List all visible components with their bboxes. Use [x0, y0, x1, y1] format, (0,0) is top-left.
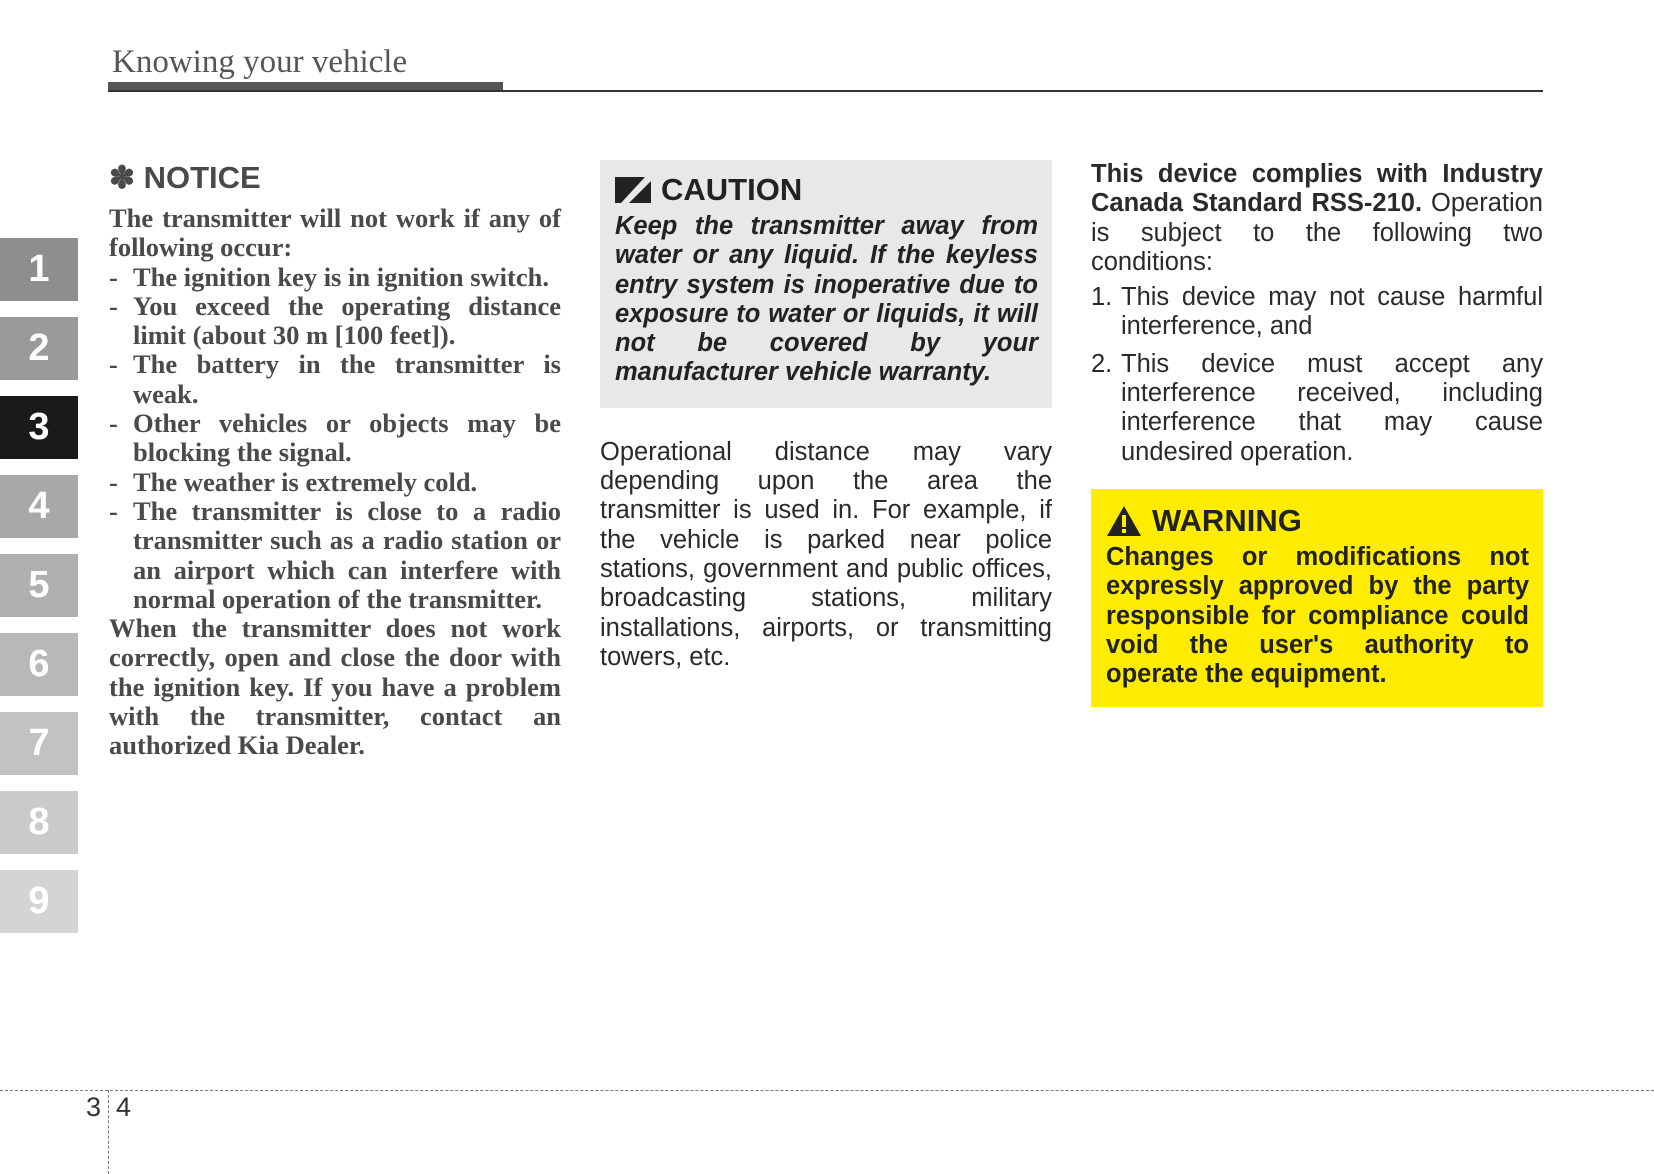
list-item: - The battery in the transmitter is weak. — [109, 349, 561, 409]
caution-text: Keep the transmitter away from water or any liquid. If the keyless entry system is inoperative due to exposure to water or liquids, it will not be covered by your manufacturer vehicle warranty. — [615, 212, 1038, 387]
warning-heading-label: WARNING — [1152, 502, 1302, 538]
list-item-number: 1. — [1091, 283, 1113, 312]
list-item-text: The weather is extremely cold. — [133, 466, 478, 497]
compliance-text: Operation is subject to the following two conditions: — [1091, 189, 1543, 276]
asterisk-icon: ✽ — [109, 160, 135, 195]
notice-intro: The transmitter will not work if any of following occur: — [109, 203, 561, 263]
chapter-tab-label: 6 — [28, 643, 50, 685]
compliance-lead: This device complies with Industry Canada Standard RSS-210. — [1091, 160, 1543, 218]
caution-section — [600, 160, 1052, 672]
header-rule — [108, 90, 1543, 92]
chapter-tabs — [0, 238, 78, 949]
list-item-text: This device must accept any interference received, including interference that may cause undesired operation. — [1121, 349, 1543, 466]
chapter-tab-label: 1 — [28, 248, 50, 290]
chapter-tab-5[interactable] — [0, 554, 78, 617]
chapter-tab-3[interactable] — [0, 396, 78, 459]
chapter-tab-7[interactable] — [0, 712, 78, 775]
list-item-text: The transmitter is close to a radio transmitter such as a radio station or an airport which can interfere with normal operation of the transmitter. — [133, 495, 561, 614]
chapter-tab-9[interactable] — [0, 870, 78, 933]
footer-divider — [0, 1090, 1654, 1091]
operational-distance-text: Operational distance may vary depending upon the area the transmitter is used in. For example, if the vehicle is parked near police stations, government and public offices, broadcasting stations, military installations, airports, or transmitting towers, etc. — [600, 437, 1052, 671]
page-number: 4 — [116, 1092, 132, 1122]
notice-section — [109, 160, 561, 761]
list-item: - The transmitter is close to a radio transmitter such as a radio station or an airport which can interfere with normal operation of the transmitter. — [109, 495, 561, 614]
warning-box — [1091, 489, 1543, 707]
list-item: - You exceed the operating distance limit (about 30 m [100 feet]). — [109, 290, 561, 351]
warning-text: Changes or modifications not expressly approved by the party responsible for compliance could void the user's authority to operate the equipment. — [1106, 542, 1529, 689]
list-item: - The weather is extremely cold. — [109, 466, 478, 497]
chapter-tab-8[interactable] — [0, 791, 78, 854]
chapter-tab-label: 5 — [28, 564, 50, 606]
footer-vertical-divider — [108, 1090, 109, 1174]
section-number: 3 — [86, 1092, 102, 1122]
notice-bullet-list — [109, 263, 561, 615]
notice-heading — [109, 160, 561, 196]
list-item-text: The battery in the transmitter is weak. — [133, 349, 561, 409]
chapter-tab-label: 2 — [28, 327, 50, 369]
list-item — [1091, 283, 1543, 342]
chapter-tab-label: 9 — [28, 880, 50, 922]
compliance-paragraph — [1091, 160, 1543, 277]
warning-heading — [1106, 503, 1529, 539]
chapter-tab-label: 8 — [28, 801, 50, 843]
notice-outro: When the transmitter does not work correctly, open and close the door with the ignition key. If you have a problem with the transmitter, contact an authorized Kia Dealer. — [109, 613, 561, 761]
warning-triangle-icon — [1106, 505, 1142, 537]
list-item-text: Other vehicles or objects may be blocking the signal. — [133, 408, 561, 468]
caution-heading — [615, 172, 1038, 208]
list-item-text: The ignition key is in ignition switch. — [133, 261, 549, 292]
chapter-tab-1[interactable] — [0, 238, 78, 301]
caution-stripe-icon — [615, 177, 651, 203]
list-item-text: This device may not cause harmful interference, and — [1121, 283, 1543, 341]
chapter-tab-4[interactable] — [0, 475, 78, 538]
compliance-section — [1091, 160, 1543, 707]
chapter-tab-label: 4 — [28, 485, 50, 527]
list-item — [1091, 350, 1543, 467]
list-item-number: 2. — [1091, 349, 1113, 378]
header-title: Knowing your vehicle — [112, 44, 408, 80]
chapter-tab-label: 3 — [28, 406, 50, 448]
chapter-tab-label: 7 — [28, 722, 50, 764]
list-item: - The ignition key is in ignition switch. — [109, 261, 549, 292]
list-item-text: You exceed the operating distance limit (about 30 m [100 feet]). — [133, 290, 561, 351]
condition-list — [1091, 283, 1543, 467]
notice-heading-label: NOTICE — [143, 160, 261, 195]
list-item: - Other vehicles or objects may be blocking the signal. — [109, 408, 561, 468]
caution-box — [600, 160, 1052, 408]
chapter-tab-2[interactable] — [0, 317, 78, 380]
chapter-tab-6[interactable] — [0, 633, 78, 696]
caution-heading-label: CAUTION — [661, 172, 803, 207]
